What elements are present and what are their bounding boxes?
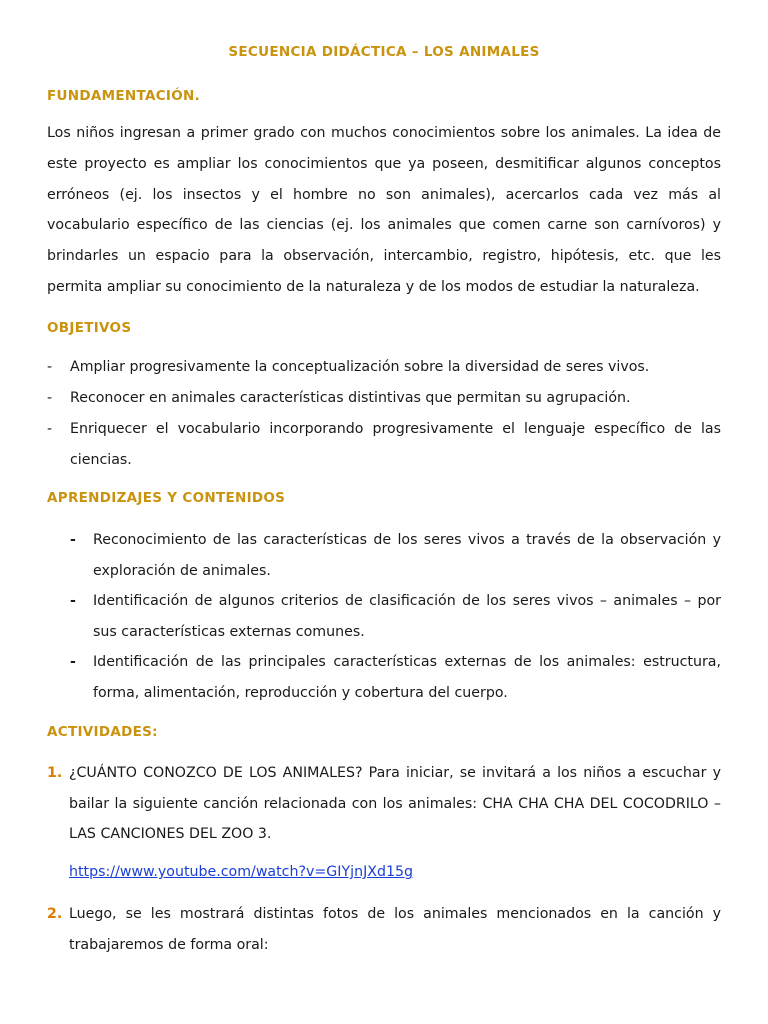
activity-number: 2. — [47, 906, 63, 922]
aprendizaje-text: Identificación de algunos criterios de clasificación de los seres vivos – animales – por sus características externas comunes. — [93, 593, 721, 640]
list-item — [70, 525, 721, 586]
objetivo-text: Ampliar progresivamente la conceptualización sobre la diversidad de seres vivos. — [70, 359, 650, 375]
list-item — [47, 414, 721, 476]
objetivo-text: Enriquecer el vocabulario incorporando progresivamente el lenguaje específico de las ciencias. — [70, 421, 721, 468]
bullet-dash: - — [47, 421, 53, 437]
list-item — [70, 586, 721, 647]
activity-text: ¿CUÁNTO CONOZCO DE LOS ANIMALES? Para iniciar, se invitará a los niños a escuchar y bailar la siguiente canción relacionada con los animales: CHA CHA CHA DEL COCODRILO – LAS CANCIONES DEL ZOO 3. — [69, 765, 721, 842]
list-item — [47, 352, 721, 383]
bullet-dash: - — [70, 593, 76, 609]
heading-objetivos: OBJETIVOS — [47, 320, 132, 336]
document-title: SECUENCIA DIDÁCTICA – LOS ANIMALES — [228, 44, 540, 60]
aprendizaje-text: Reconocimiento de las características de los seres vivos a través de la observación y exploración de animales. — [93, 532, 721, 579]
heading-actividades: ACTIVIDADES: — [47, 724, 158, 740]
bullet-dash: - — [70, 654, 76, 670]
heading-aprendizajes: APRENDIZAJES Y CONTENIDOS — [47, 490, 286, 506]
list-item — [70, 647, 721, 708]
bullet-dash: - — [70, 532, 76, 548]
bullet-dash: - — [47, 390, 53, 406]
bullet-dash: - — [47, 359, 53, 375]
youtube-link[interactable]: https://www.youtube.com/watch?v=GIYjnJXd15g — [69, 864, 414, 880]
activity-number: 1. — [47, 765, 63, 781]
fundamentacion-paragraph: Los niños ingresan a primer grado con muchos conocimientos sobre los animales. La idea de este proyecto es ampliar los conocimientos que ya poseen, desmitificar algunos conceptos erróneos (ej. los insectos y el hombre no son animales), acercarlos cada vez más al vocabulario específico de las ciencias (ej. los animales que comen carne son carnívoros) y brindarles un espacio para la observación, intercambio, registro, hipótesis, etc. que les permita ampliar su conocimiento de la naturaleza y de los modos de estudiar la naturaleza. — [47, 125, 721, 295]
activity-text: Luego, se les mostrará distintas fotos de los animales mencionados en la canción y trabajaremos de forma oral: — [69, 906, 721, 953]
list-item — [47, 383, 721, 414]
aprendizaje-text: Identificación de las principales características externas de los animales: estructura, forma, alimentación, reproducción y cobertura del cuerpo. — [93, 654, 721, 701]
list-item — [47, 758, 721, 850]
heading-fundamentacion: FUNDAMENTACIÓN. — [47, 88, 201, 104]
list-item — [47, 899, 721, 960]
objetivo-text: Reconocer en animales características distintivas que permitan su agrupación. — [70, 390, 631, 406]
